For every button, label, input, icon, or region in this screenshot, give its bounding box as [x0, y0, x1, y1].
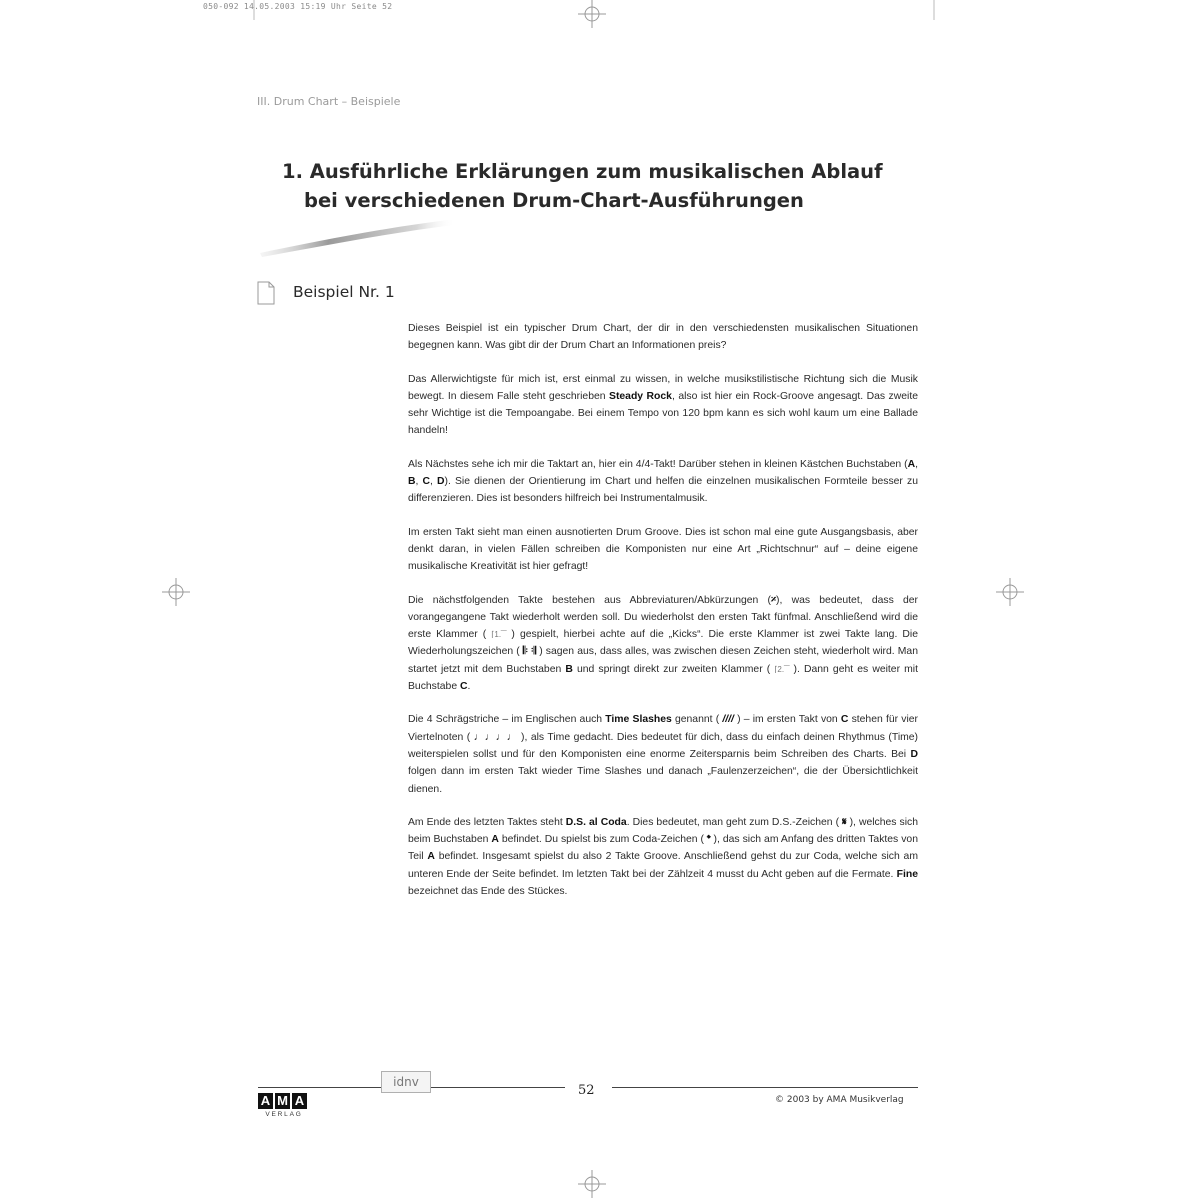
trim-mark-top-right — [920, 0, 948, 28]
measure-repeat-icon: 𝄎 — [771, 594, 777, 606]
chapter-title — [282, 157, 883, 215]
page-number: 52 — [578, 1083, 595, 1098]
publisher-logo — [258, 1093, 310, 1123]
paragraph-4: Im ersten Takt sieht man einen ausnotierten Drum Groove. Dies ist schon mal eine gute Ausgangsbasis, aber denkt daran, in vielen Fällen schreiben die Komponisten nur eine Art „Richtschnur“ auf – deine eigene musikalische Kreativität ist hier gefragt! — [408, 526, 918, 573]
second-ending-icon: ⌈2.‾‾ — [774, 664, 790, 674]
segno-icon: 𝄋 — [842, 816, 847, 828]
copyright-notice: © 2003 by AMA Musikverlag — [775, 1095, 904, 1105]
paragraph-1: Dieses Beispiel ist ein typischer Drum Chart, der dir in den verschiedensten musikalischen Situationen begegnen kann. Was gibt dir der Drum Chart an Informationen preis? — [408, 323, 918, 352]
time-slashes-icon: //// — [722, 714, 734, 726]
logo-letter: M — [275, 1093, 290, 1109]
logo-subtitle: VERLAG — [265, 1111, 303, 1118]
coda-icon: 𝄌 — [706, 834, 711, 846]
paragraph-6: Die 4 Schrägstriche – im Englischen auch Time Slashes genannt ( //// ) – im ersten Takt von C stehen für vier Viertelnoten ( ♩♩♩♩ ), als Time gedacht. Dies bedeutet für dich, dass du einfach deinen Rhythmus (Time) weiterspielen sollst und für den Komponisten eine enorme Zeitersparnis beim Schreiben des Charts. Bei D folgen dann im ersten Takt wieder Time Slashes und danach „Faulenzerzeichen“, die der Übersichtlichkeit dienen. — [408, 714, 919, 795]
paragraph-7: Am Ende des letzten Taktes steht D.S. al Coda. Dies bedeutet, man geht zum D.S.-Zeichen ( 𝄋 ), welches sich beim Buchstaben A befindet. Du spielst bis zum Coda-Zeichen ( 𝄌 ), das sich am Anfang des dritten Taktes von Teil A befindet. Insgesamt spielst du also 2 Takte Groove. Anschließend gehst du zur Coda, welche sich am unteren Ende der Seite befindet. Im letzten Takt bei der Zählzeit 4 musst du Acht geben auf die Fermate. Fine bezeichnet das Ende des Stückes. — [408, 816, 919, 898]
print-slug: 050-092 14.05.2003 15:19 Uhr Seite 52 — [203, 2, 393, 11]
first-ending-icon: ⌈1.‾‾ — [491, 630, 507, 640]
paragraph-3: Als Nächstes sehe ich mir die Taktart an, hier ein 4/4-Takt! Darüber stehen in kleinen Kästchen Buchstaben (A, B, C, D). Sie dienen der Orientierung im Chart und helfen die einzelnen musikalischen Formteile besser zu differenzieren. Dies ist besonders hilfreich bei Instrumentalmusik. — [408, 458, 918, 505]
repeat-start-icon: 𝄆 — [522, 646, 528, 658]
paragraph-2: Das Allerwichtigste für mich ist, erst einmal zu wissen, in welche musikstilistische Richtung sich die Musik bewegt. In diesem Falle steht geschrieben Steady Rock, also ist hier ein Rock-Groove angesagt. Das zweite sehr Wichtige ist die Tempoangabe. Bei einem Tempo von 120 bpm kann es sich wohl kaum um eine Ballade handeln! — [408, 373, 918, 437]
chapter-title-line-1: 1. Ausführliche Erklärungen zum musikalischen Ablauf — [282, 160, 883, 183]
logo-letter: A — [292, 1093, 307, 1109]
title-swoosh-decoration — [258, 215, 458, 259]
repeat-end-icon: 𝄇 — [531, 646, 537, 658]
crop-mark-right — [996, 578, 1024, 606]
document-icon — [257, 281, 275, 305]
section-heading: Beispiel Nr. 1 — [293, 283, 395, 301]
paragraph-5: Die nächstfolgenden Takte bestehen aus Abbreviaturen/Abkürzungen (𝄎), was bedeutet, dass der vorangegangene Takt wiederholt werden soll. Du wiederholst den ersten Takt fünfmal. Anschließend wird die erste Klammer ( ⌈1.‾‾ ) gespielt, hierbei achte auf die „Kicks“. Die erste Klammer ist zwei Takte lang. Die Wiederholungszeichen ( 𝄆 𝄇 ) sagen aus, dass alles, was zwischen diesen Zeichen steht, wiederholt wird. Man startet jetzt mit dem Buchstaben B und springt direkt zur zweiten Klammer ( ⌈2.‾‾ ). Dann geht es weiter mit Buchstabe C. — [408, 594, 918, 693]
logo-letter: A — [258, 1093, 273, 1109]
crop-mark-bottom — [578, 1170, 606, 1198]
trim-mark-top-left — [240, 0, 268, 28]
footer-rule-right — [612, 1087, 918, 1088]
crop-mark-left — [162, 578, 190, 606]
quarter-notes-icon: ♩♩♩♩ — [473, 731, 518, 743]
chapter-title-line-2: bei verschiedenen Drum-Chart-Ausführungen — [304, 189, 804, 212]
body-text — [408, 320, 918, 916]
running-head: III. Drum Chart – Beispiele — [257, 95, 401, 108]
crop-mark-top — [578, 0, 606, 28]
watermark-label: idnv — [381, 1071, 431, 1093]
